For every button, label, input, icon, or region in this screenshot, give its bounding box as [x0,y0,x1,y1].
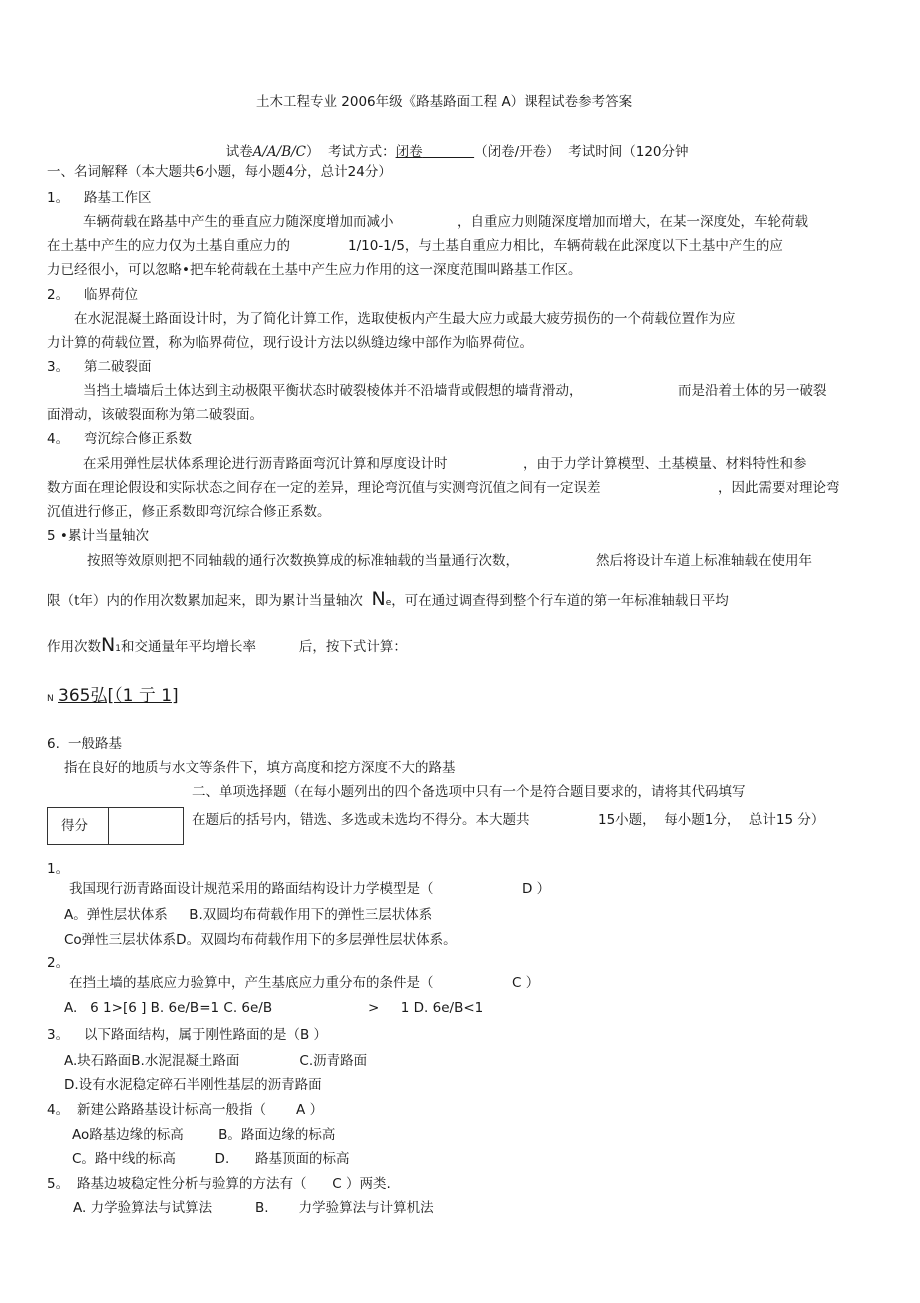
question-option: Ao路基边缘的标高 B。路面边缘的标高 [72,1127,336,1143]
exam-paper-value: A/A/B/C [252,143,306,160]
definition-text: 按照等效原则把不同轴载的通行次数换算成的标准轴载的当量通行次数， [87,553,519,569]
question-stem: 在挡土墙的基底应力验算中，产生基底应力重分布的条件是（ [69,975,434,991]
question-answer: C ） [512,975,540,991]
definition-text: 1/10-1/5，与土基自重应力相比，车辆荷载在此深度以下土基中产生的应 [348,238,783,254]
definition-text: 作用次数N1和交通量年平均增长率 后，按下式计算： [47,634,407,656]
definition-text: 车辆荷载在路基中产生的垂直应力随深度增加而减小 [83,214,394,230]
definition-text: ，由于力学计算模型、土基模量、材料特性和参 [523,456,807,472]
section2-heading: 二、单项选择题（在每小题列出的四个备选项中只有一个是符合题目要求的，请将其代码填写 [192,784,746,800]
question-number: 1。 [47,861,70,877]
exam-info-line [217,132,689,159]
section2-heading-cont: 15小题， 每小题1分， 总计15 分） [598,812,825,828]
term-title: 第二破裂面 [84,359,152,375]
question-option: Co弹性三层状体系D。双圆均布荷载作用下的多层弹性层状体系。 [64,932,457,948]
question-option: > 1 D. 6e/B<1 [368,1000,484,1016]
definition-text: 力已经很小，可以忽略•把车轮荷载在土基中产生应力作用的这一深度范围叫路基工作区。 [47,262,582,278]
question-stem: 我国现行沥青路面设计规范采用的路面结构设计力学模型是（ [69,881,434,897]
question-number: 5。 [47,1176,70,1192]
definition-text: 然后将设计车道上标准轴载在使用年 [596,553,812,569]
question-option: A. 6 1>[6 ] B. 6e/B=1 C. 6e/B [64,1000,273,1016]
term-number: 2。 [47,287,70,303]
definition-text: 数方面在理论假设和实际状态之间存在一定的差异，理论弯沉值与实测弯沉值之间有一定误差 [47,480,601,496]
ne-symbol: N [371,588,386,610]
term-number: 6. [47,736,60,752]
definition-text: 限（t年）内的作用次数累加起来，即为累计当量轴次 Ne，可在通过调查得到整个行车道的第一年标准轴载日平均 [47,588,729,610]
n1-symbol: N [101,634,116,656]
question-stem: 新建公路路基设计标高一般指（ A ） [77,1102,324,1118]
definition-text: 沉值进行修正，修正系数即弯沉综合修正系数。 [47,504,331,520]
exam-title: 土木工程专业 2006年级《路基路面工程 A）课程试卷参考答案 [256,94,633,110]
question-number: 3。 [47,1027,70,1043]
definition-text: 在土基中产生的应力仅为土基自重应力的 [47,238,290,254]
definition-text: 在水泥混凝土路面设计时，为了简化计算工作，选取使板内产生最大应力或最大疲劳损伤的一个荷载位置作为应 [74,311,736,327]
term-number: 5 • [47,528,68,544]
question-option: A. 力学验算法与试算法 B. 力学验算法与计算机法 [73,1200,434,1216]
question-option: D.设有水泥稳定碎石半刚性基层的沥青路面 [64,1077,322,1093]
score-box [47,807,184,845]
score-box-divider [108,808,109,844]
definition-text: 指在良好的地质与水文等条件下，填方高度和挖方深度不大的路基 [64,760,456,776]
term-title: 一般路基 [68,736,122,752]
definition-text: 力计算的荷载位置，称为临界荷位，现行设计方法以纵缝边缘中部作为临界荷位。 [47,335,533,351]
question-option: C。路中线的标高 D. 路基顶面的标高 [72,1151,350,1167]
definition-text: 面滑动，该破裂面称为第二破裂面。 [47,407,263,423]
exam-paper-prefix: 试卷 [225,143,253,160]
formula: N 365弘[（1 亍 1] [47,686,179,706]
term-title: 累计当量轴次 [68,528,149,544]
question-number: 2。 [47,955,70,971]
score-label: 得分 [61,818,88,834]
definition-text: ，因此需要对理论弯 [718,480,840,496]
exam-mode-note: （闭卷/开卷） 考试时间（120分钟 [474,143,689,160]
exam-mode-value: 闭卷 [395,143,423,160]
term-title: 弯沉综合修正系数 [84,431,192,447]
definition-text: 而是沿着土体的另一破裂 [678,383,827,399]
question-stem: 路基边坡稳定性分析与验算的方法有（ C ）两类. [77,1176,391,1192]
term-title: 路基工作区 [84,190,152,206]
question-option: A.块石路面B.水泥混凝土路面 C.沥青路面 [64,1053,368,1069]
question-number: 4。 [47,1102,70,1118]
section2-heading-cont: 在题后的括号内，错选、多选或未选均不得分。本大题共 [192,812,530,828]
definition-text: ，自重应力则随深度增加而增大，在某一深度处，车轮荷载 [457,214,808,230]
question-answer: D ） [522,881,551,897]
section1-heading: 一、名词解释（本大题共6小题，每小题4分，总计24分） [47,164,392,180]
question-stem: 以下路面结构，属于刚性路面的是（B ） [84,1027,328,1043]
exam-mode-label: ） 考试方式： [306,143,396,160]
term-title: 临界荷位 [84,287,138,303]
definition-text: 在采用弹性层状体系理论进行沥青路面弯沉计算和厚度设计时 [83,456,448,472]
term-number: 4。 [47,431,70,447]
definition-text: 当挡土墙墙后土体达到主动极限平衡状态时破裂棱体并不沿墙背或假想的墙背滑动， [83,383,583,399]
term-number: 1。 [47,190,70,206]
term-number: 3。 [47,359,70,375]
question-option: A。弹性层状体系 B.双圆均布荷载作用下的弹性三层状体系 [64,907,433,923]
